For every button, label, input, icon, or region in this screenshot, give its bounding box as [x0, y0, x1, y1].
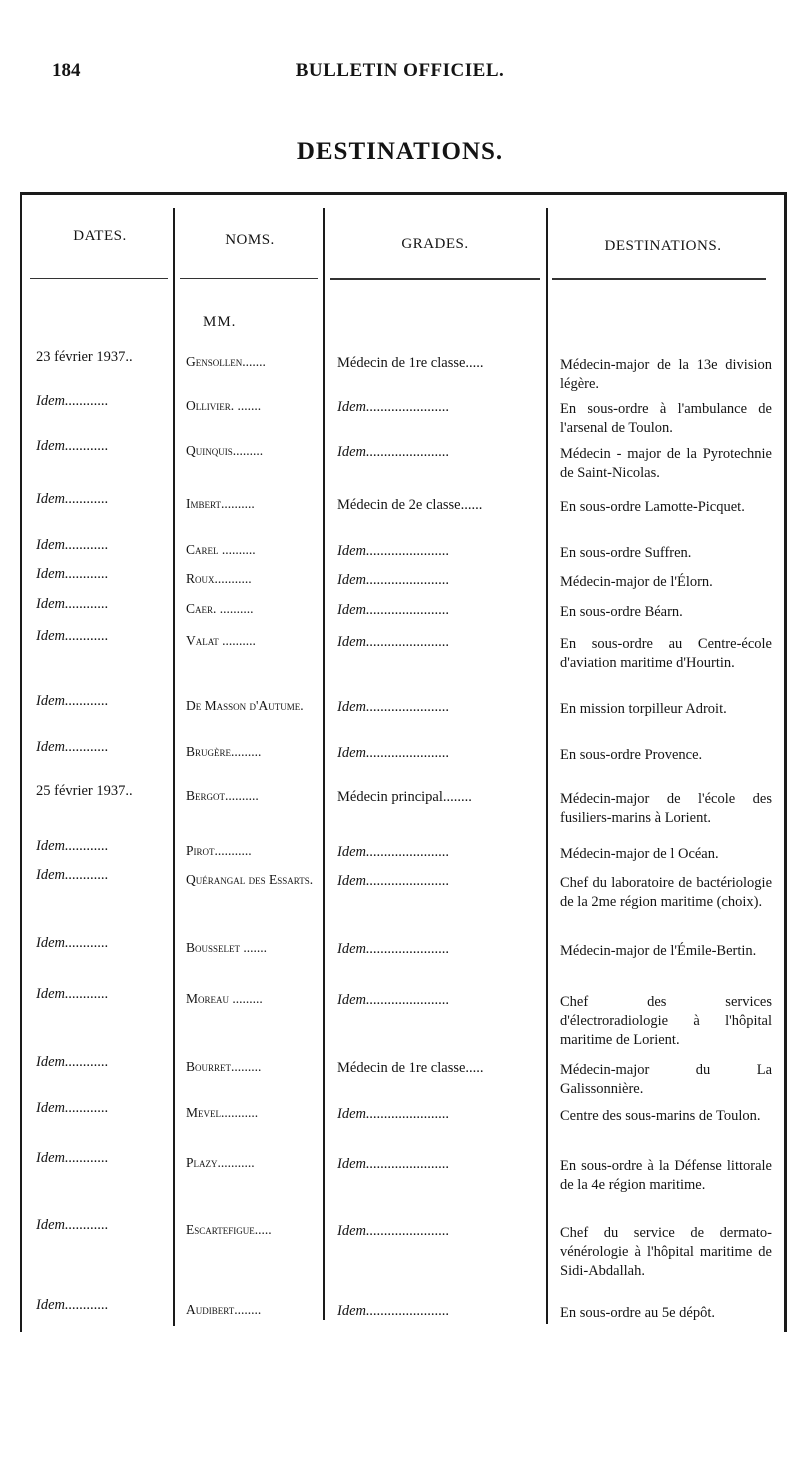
table-top-rule	[20, 192, 785, 195]
row-grade: Idem.......................	[337, 572, 450, 588]
row-name: Moreau .........	[186, 991, 263, 1006]
row-name: Plazy...........	[186, 1155, 255, 1170]
row-name: Ollivier. .......	[186, 398, 262, 413]
running-title: BULLETIN OFFICIEL.	[295, 60, 505, 81]
row-destination: En sous-ordre Provence.	[560, 747, 703, 763]
row-name: Caer. ..........	[186, 601, 254, 616]
column-header-destinations: DESTINATIONS.	[604, 238, 722, 254]
row-name: Escartefigue.....	[186, 1222, 272, 1237]
row-grade: Idem.......................	[337, 699, 450, 715]
column-header-dates: DATES.	[73, 228, 127, 244]
row-name: Audibert........	[186, 1302, 262, 1317]
row-name: Bergot..........	[186, 788, 259, 803]
row-destination: En sous-ordre à la Défense littorale de la 4e région maritime.	[560, 1158, 772, 1193]
row-grade: Médecin de 2e classe......	[337, 497, 483, 513]
row-date: Idem............	[36, 537, 109, 553]
row-name: Quinquis.........	[186, 443, 264, 458]
row-date: Idem............	[36, 1297, 109, 1313]
row-destination: Médecin-major de l'école des fusiliers-marins à Lorient.	[560, 791, 772, 826]
row-destination: Médecin - major de la Pyrotechnie de Saint-Nicolas.	[560, 446, 772, 481]
header-rule	[180, 278, 318, 279]
row-date: Idem............	[36, 438, 109, 454]
row-destination: Chef du laboratoire de bactériologie de la 2me région maritime (choix).	[560, 875, 772, 910]
row-date: Idem............	[36, 1100, 109, 1116]
header-rule	[552, 278, 766, 280]
row-grade: Idem.......................	[337, 634, 450, 650]
row-date: Idem............	[36, 1150, 109, 1166]
row-grade: Idem.......................	[337, 444, 450, 460]
row-destination: En sous-ordre au 5e dépôt.	[560, 1305, 716, 1321]
row-destination: En sous-ordre Lamotte-Picquet.	[560, 499, 745, 515]
row-grade: Idem.......................	[337, 873, 450, 889]
row-date: Idem............	[36, 838, 109, 854]
row-date: Idem............	[36, 596, 109, 612]
row-grade: Idem.......................	[337, 543, 450, 559]
row-date: Idem............	[36, 986, 109, 1002]
row-grade: Idem.......................	[337, 1223, 450, 1239]
row-grade: Idem.......................	[337, 1106, 450, 1122]
row-name: Mevel...........	[186, 1105, 259, 1120]
row-grade: Idem.......................	[337, 941, 450, 957]
row-date: Idem............	[36, 693, 109, 709]
row-grade: Idem.......................	[337, 1303, 450, 1319]
header-rule	[330, 278, 540, 280]
row-date: 25 février 1937..	[36, 783, 133, 799]
row-name: Imbert..........	[186, 496, 255, 511]
row-destination: En sous-ordre Béarn.	[560, 604, 683, 620]
column-rule	[323, 208, 325, 1320]
row-destination: En sous-ordre Suffren.	[560, 545, 692, 561]
row-name: Carel ..........	[186, 542, 256, 557]
row-name: Quérangal des Essarts.	[186, 872, 314, 887]
row-date: Idem............	[36, 935, 109, 951]
row-destination: Chef du service de dermato-vénérologie à l'hôpital maritime de Sidi-Abdallah.	[560, 1225, 772, 1279]
page-number: 184	[52, 60, 81, 81]
row-date: Idem............	[36, 739, 109, 755]
column-rule	[173, 208, 175, 1326]
row-grade: Idem.......................	[337, 745, 450, 761]
row-destination: En sous-ordre à l'ambulance de l'arsenal de Toulon.	[560, 401, 772, 436]
row-date: Idem............	[36, 628, 109, 644]
row-date: Idem............	[36, 1217, 109, 1233]
row-destination: Médecin-major de l'Élorn.	[560, 574, 713, 590]
mm-label: MM.	[203, 314, 237, 330]
row-grade: Médecin principal........	[337, 789, 472, 805]
section-title: DESTINATIONS.	[296, 138, 504, 165]
row-date: Idem............	[36, 491, 109, 507]
row-destination: Chef des services d'électroradiologie à l'hôpital maritime de Lorient.	[560, 994, 772, 1048]
row-name: Valat ..........	[186, 633, 256, 648]
row-name: Gensollen.......	[186, 354, 266, 369]
row-date: Idem............	[36, 867, 109, 883]
row-destination: Centre des sous-marins de Toulon.	[560, 1108, 761, 1124]
row-date: Idem............	[36, 393, 109, 409]
row-grade: Idem.......................	[337, 399, 450, 415]
column-header-noms: NOMS.	[225, 232, 275, 248]
row-destination: Médecin-major de la 13e division légère.	[560, 357, 772, 392]
row-date: Idem............	[36, 566, 109, 582]
row-destination: En mission torpilleur Adroit.	[560, 701, 727, 717]
column-header-grades: GRADES.	[401, 236, 469, 252]
row-name: Roux...........	[186, 571, 252, 586]
row-date: Idem............	[36, 1054, 109, 1070]
row-grade: Idem.......................	[337, 844, 450, 860]
row-grade: Idem.......................	[337, 602, 450, 618]
row-destination: En sous-ordre au Centre-école d'aviation maritime d'Hourtin.	[560, 636, 772, 671]
row-destination: Médecin-major du La Galissonnière.	[560, 1062, 772, 1097]
row-name: Bousselet .......	[186, 940, 268, 955]
row-grade: Médecin de 1re classe.....	[337, 1060, 484, 1076]
row-destination: Médecin-major de l'Émile-Bertin.	[560, 943, 757, 959]
row-name: Brugère.........	[186, 744, 262, 759]
row-grade: Idem.......................	[337, 1156, 450, 1172]
row-name: De Masson d'Autume.	[186, 698, 304, 713]
row-grade: Médecin de 1re classe.....	[337, 355, 484, 371]
row-date: 23 février 1937..	[36, 349, 133, 365]
row-destination: Médecin-major de l Océan.	[560, 846, 719, 862]
row-name: Pirot...........	[186, 843, 252, 858]
column-rule	[546, 208, 548, 1324]
header-rule	[30, 278, 168, 279]
row-grade: Idem.......................	[337, 992, 450, 1008]
row-name: Bourret.........	[186, 1059, 262, 1074]
